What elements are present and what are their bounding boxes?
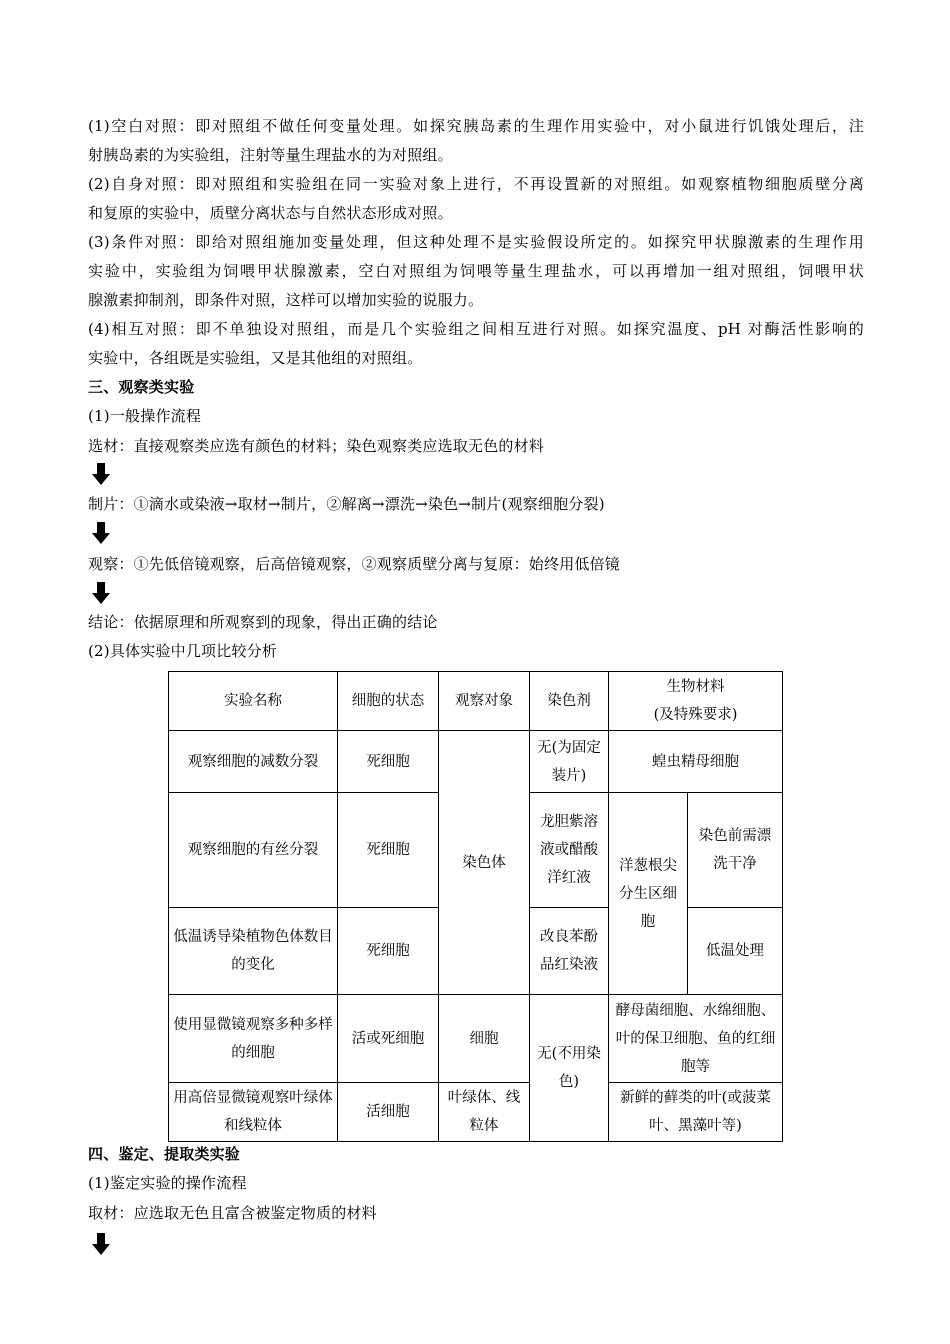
observed-object-cell: 叶绿体、线粒体	[439, 1083, 530, 1142]
flow-step: 结论：依据原理和所观察到的现象，得出正确的结论	[88, 613, 438, 631]
table-header-row	[169, 672, 783, 731]
header-cell: 生物材料 (及特殊要求)	[609, 672, 783, 731]
paragraph-line: 射胰岛素的为实验组，注射等量生理盐水的为对照组。	[88, 146, 453, 164]
cell-state-cell: 活细胞	[338, 1083, 439, 1142]
stain-cell: 改良苯酚品红染液	[530, 908, 609, 995]
experiment-comparison-table	[168, 671, 783, 1142]
material-requirement-cell: 低温处理	[688, 908, 783, 995]
stain-cell: 龙胆紫溶液或醋酸洋红液	[530, 793, 609, 908]
paragraph-line: (2)自身对照：即对照组和实验组在同一实验对象上进行，不再设置新的对照组。如观察植物细胞质壁分离	[88, 175, 864, 193]
section-heading: 四、鉴定、提取类实验	[88, 1145, 241, 1163]
paragraph-line: 实验中，实验组为饲喂甲状腺激素，空白对照组为饲喂等量生理盐水，可以再增加一组对照组，饲喂甲状	[88, 262, 864, 280]
experiment-name-cell: 用高倍显微镜观察叶绿体和线粒体	[169, 1083, 338, 1142]
table-row	[169, 995, 783, 1083]
section-heading: 三、观察类实验	[88, 378, 195, 396]
observed-object-cell: 染色体	[439, 731, 530, 995]
header-cell: 实验名称	[169, 672, 338, 731]
observed-object-cell: 细胞	[439, 995, 530, 1083]
stain-cell: 无(不用染色)	[530, 995, 609, 1142]
down-arrow-icon	[92, 463, 110, 485]
header-cell: 染色剂	[530, 672, 609, 731]
cell-state-cell: 死细胞	[338, 908, 439, 995]
flow-step: 观察：①先低倍镜观察，后高倍镜观察，②观察质壁分离与复原：始终用低倍镜	[88, 555, 621, 573]
flow-step: 选材：直接观察类应选有颜色的材料；染色观察类应选取无色的材料	[88, 437, 545, 455]
experiment-name-cell: 低温诱导染植物色体数目的变化	[169, 908, 338, 995]
subheading: (2)具体实验中几项比较分析	[88, 642, 278, 660]
paragraph-line: (4)相互对照：即不单独设对照组，而是几个实验组之间相互进行对照。如探究温度、pH 对酶活性影响的	[88, 320, 864, 338]
cell-state-cell: 死细胞	[338, 731, 439, 793]
cell-state-cell: 活或死细胞	[338, 995, 439, 1083]
paragraph-line: 腺激素抑制剂，即条件对照，这样可以增加实验的说服力。	[88, 291, 484, 309]
down-arrow-icon	[92, 582, 110, 604]
paragraph-line: (1)空白对照：即对照组不做任何变量处理。如探究胰岛素的生理作用实验中，对小鼠进行饥饿处理后，注	[88, 117, 864, 135]
subheading: (1)鉴定实验的操作流程	[88, 1174, 247, 1192]
material-cell: 新鲜的藓类的叶(或菠菜叶、黑藻叶等)	[609, 1083, 783, 1142]
material-cell: 蝗虫精母细胞	[609, 731, 783, 793]
header-cell: 细胞的状态	[338, 672, 439, 731]
down-arrow-icon	[92, 522, 110, 544]
flow-step: 取材：应选取无色且富含被鉴定物质的材料	[88, 1204, 377, 1222]
header-cell: 观察对象	[439, 672, 530, 731]
material-cell: 洋葱根尖分生区细胞	[609, 793, 688, 995]
down-arrow-icon	[92, 1233, 110, 1255]
paragraph-line: 实验中，各组既是实验组，又是其他组的对照组。	[88, 349, 423, 367]
table-row	[169, 731, 783, 793]
paragraph-line: 和复原的实验中，质壁分离状态与自然状态形成对照。	[88, 204, 453, 222]
cell-state-cell: 死细胞	[338, 793, 439, 908]
material-requirement-cell: 染色前需漂洗干净	[688, 793, 783, 908]
experiment-name-cell: 观察细胞的有丝分裂	[169, 793, 338, 908]
paragraph-line: (3)条件对照：即给对照组施加变量处理，但这种处理不是实验假设所定的。如探究甲状腺激素的生理作用	[88, 233, 864, 251]
stain-cell: 无(为固定装片)	[530, 731, 609, 793]
table-row	[169, 1083, 783, 1142]
flow-step: 制片：①滴水或染液→取材→制片，②解离→漂洗→染色→制片(观察细胞分裂)	[88, 495, 605, 513]
experiment-name-cell: 观察细胞的减数分裂	[169, 731, 338, 793]
material-cell: 酵母菌细胞、水绵细胞、叶的保卫细胞、鱼的红细胞等	[609, 995, 783, 1083]
subheading: (1)一般操作流程	[88, 407, 202, 425]
experiment-name-cell: 使用显微镜观察多种多样的细胞	[169, 995, 338, 1083]
